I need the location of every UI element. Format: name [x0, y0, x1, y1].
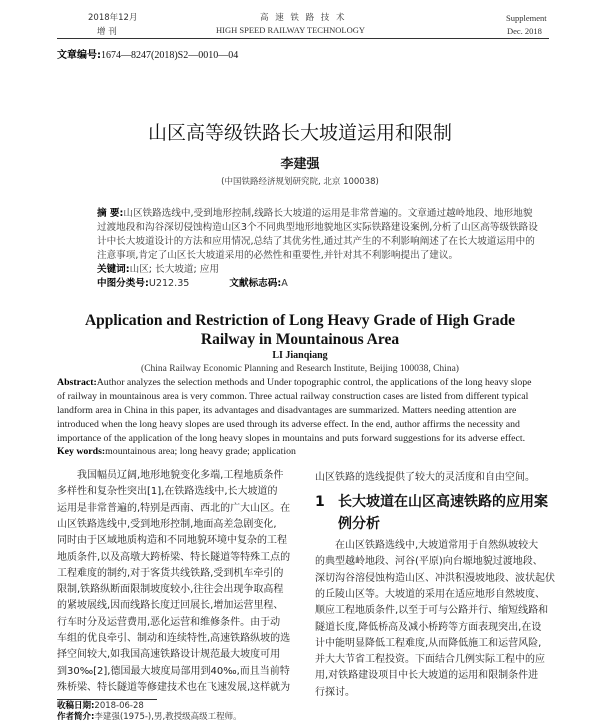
body-text-line: 计中能明显降低工程难度,从而降低施工和运营风险, [315, 637, 542, 649]
doc-code-label: 文献标志码: [229, 278, 282, 289]
abstract-cn-text: 山区铁路选线中,受到地形控制,线路长大坡道的运用是非常普遍的。文章通过越岭地段、地形地貌 [123, 208, 533, 219]
keywords-cn [97, 264, 219, 275]
body-text-line: 用,对铁路建设项目中长大坡道的运用和限制条件进 [315, 670, 539, 682]
article-number-value: 1674—8247(2018)S2—0010—04 [101, 50, 239, 61]
abstract-cn-line: 注意事项,肯定了山区长大坡道采用的必然性和重要性,并针对其不利影响提出了建议。 [97, 250, 459, 261]
section-1-number: 1 [315, 494, 325, 510]
body-text-line: 择空间较大,如我国高速铁路设计规范最大坡度可用 [57, 649, 281, 661]
header-rule [57, 38, 549, 39]
header-issue-cn: 增 刊 [97, 27, 117, 37]
abstract-en-label: Abstract: [57, 377, 97, 388]
keywords-en-value: mountainous area; long heavy grade; application [105, 446, 296, 457]
affiliation-cn: (中国铁路经济规划研究院, 北京 100038) [221, 177, 379, 187]
section-1-title-line: 例分析 [338, 516, 380, 532]
body-text-line: 运用是非常普遍的,特别是西南、西北的广大山区。在 [57, 502, 291, 514]
title-cn: 山区高等级铁路长大坡道运用和限制 [147, 122, 452, 144]
author-bio: 李建强(1975-),男,教授级高级工程师。 [94, 712, 242, 722]
abstract-en-line [57, 377, 531, 388]
classification [97, 278, 288, 289]
body-text-line: 到30‰[2],德国最大坡度局部用到40‰,而且当前特 [57, 665, 290, 677]
article-number-label: 文章编号: [57, 50, 101, 61]
footnote-author [57, 712, 242, 722]
body-text-line: 并大大节省工程投资。下面结合几例实际工程中的应 [315, 654, 545, 666]
author-en: LI Jianqiang [272, 350, 328, 361]
clc-value: U212.35 [148, 278, 190, 289]
abstract-en-line: importance of the application of the long heavy slopes in mountains and puts forward suggestions for its adverse effect. [57, 433, 526, 444]
received-label: 收稿日期: [57, 701, 95, 711]
body-text-line: 行探讨。 [315, 686, 355, 698]
received-date: 2018-06-28 [94, 701, 144, 711]
abstract-en-text: Author analyzes the selection methods and Under topographic control, the applications of the long heavy slope [96, 377, 532, 388]
abstract-cn-line: 计中长大坡道设计的方法和应用情况,总结了其优劣性,通过其产生的不利影响阐述了在长大坡道运用中的 [97, 236, 535, 247]
body-text-line: 地质条件,以及高墩大跨桥梁、特长隧道等特殊工点的 [57, 551, 291, 563]
abstract-en-line: introduced when the long heavy slopes are used through its adverse effect. In the end, author affirms the necessity and [57, 419, 520, 430]
footnote-received [57, 701, 144, 711]
body-text-line: 在山区铁路选线中,大坡道常用于自然纵坡较大 [315, 540, 539, 551]
article-number [57, 46, 238, 61]
doc-code-value: A [281, 278, 288, 289]
keywords-en-label: Key words: [57, 446, 106, 457]
body-text-line: 我国幅员辽阔,地形地貌变化多端,工程地质条件 [57, 470, 284, 481]
body-text-line: 的丘陵山区等。大坡道的采用在适应地形自然坡度、 [315, 588, 545, 600]
body-text-line: 限制,铁路纵断面限制坡度较小,往往会出现争取高程 [57, 584, 284, 596]
keywords-cn-value: 山区; 长大坡道; 应用 [129, 264, 219, 275]
abstract-cn-label: 摘 要: [97, 208, 124, 219]
body-text-line: 车组的优良牵引、制动和连续特性,高速铁路纵坡的选 [57, 633, 291, 644]
affiliation-en: (China Railway Economic Planning and Research Institute, Beijing 100038, China) [141, 364, 459, 374]
title-en-line: Application and Restriction of Long Heavy Grade of High Grade [84, 312, 516, 329]
keywords-en [57, 446, 296, 457]
body-text-line: 同时由于区域地质构造和不同地貌环境中复杂的工程 [57, 535, 287, 547]
abstract-cn-line [97, 208, 532, 219]
clc-label: 中图分类号: [97, 278, 149, 289]
body-text-line: 的典型越岭地段、河谷(平原)向台塬地貌过渡地段、 [315, 556, 543, 568]
author-cn: 李建强 [280, 157, 320, 172]
header-journal-en: HIGH SPEED RAILWAY TECHNOLOGY [216, 25, 365, 35]
body-text-line: 的紧坡展线,因而线路长度迂回展长,增加运营里程、 [57, 600, 284, 612]
keywords-cn-label: 关键词: [97, 264, 130, 275]
body-text-line: 殊桥梁、特长隧道等修建技术也在飞速发展,这样就为 [57, 681, 291, 693]
body-text-line: 深切沟谷溶侵蚀构造山区、冲洪积漫坡地段、波状起伏 [315, 572, 555, 584]
body-text-line: 工程难度的制约,对于客货共线铁路,受到机车牵引的 [57, 567, 284, 579]
abstract-en-line: of railway in mountainous area is very common. Three actual railway construction cases are listed from different typical [57, 391, 529, 402]
footnote-rule [57, 699, 157, 700]
abstract-cn-line: 过渡地段和沟谷深切侵蚀构造山区3个不同典型地形地貌地区实际铁路建设案例,分析了山区高等级铁路设 [97, 222, 538, 233]
body-text-line: 山区铁路选线中,受到地形控制,地面高差急剧变化, [57, 518, 277, 530]
body-text-line: 顺应工程地质条件,以至于可与公路并行、缩短线路和 [315, 605, 549, 617]
body-text-line: 多样性和复杂性突出[1],在铁路选线中,长大坡道的 [57, 486, 278, 498]
header-journal-cn: 高 速 铁 路 技 术 [260, 13, 347, 23]
abstract-en-line: landform area in China in this paper, its advantages and disadvantages are summarized. Matters needing attention are [57, 405, 517, 416]
body-right-first-line: 山区铁路的选线提供了较大的灵活度和自由空间。 [315, 472, 535, 483]
body-text-line: 行车时分及运营费用,恶化运营和维修条件。由于动 [57, 616, 281, 628]
header-date-en: Dec. 2018 [507, 26, 542, 36]
author-bio-label: 作者简介: [57, 712, 95, 722]
section-1-title-line: 长大坡道在山区高速铁路的应用案 [338, 494, 548, 510]
header-supplement: Supplement [506, 13, 547, 23]
body-text-line: 隧道长度,降低桥高及减小桥跨等方面表现突出,在设 [315, 621, 542, 633]
title-en-line: Railway in Mountainous Area [200, 331, 400, 348]
header-date-cn: 2018年12月 [88, 13, 138, 23]
